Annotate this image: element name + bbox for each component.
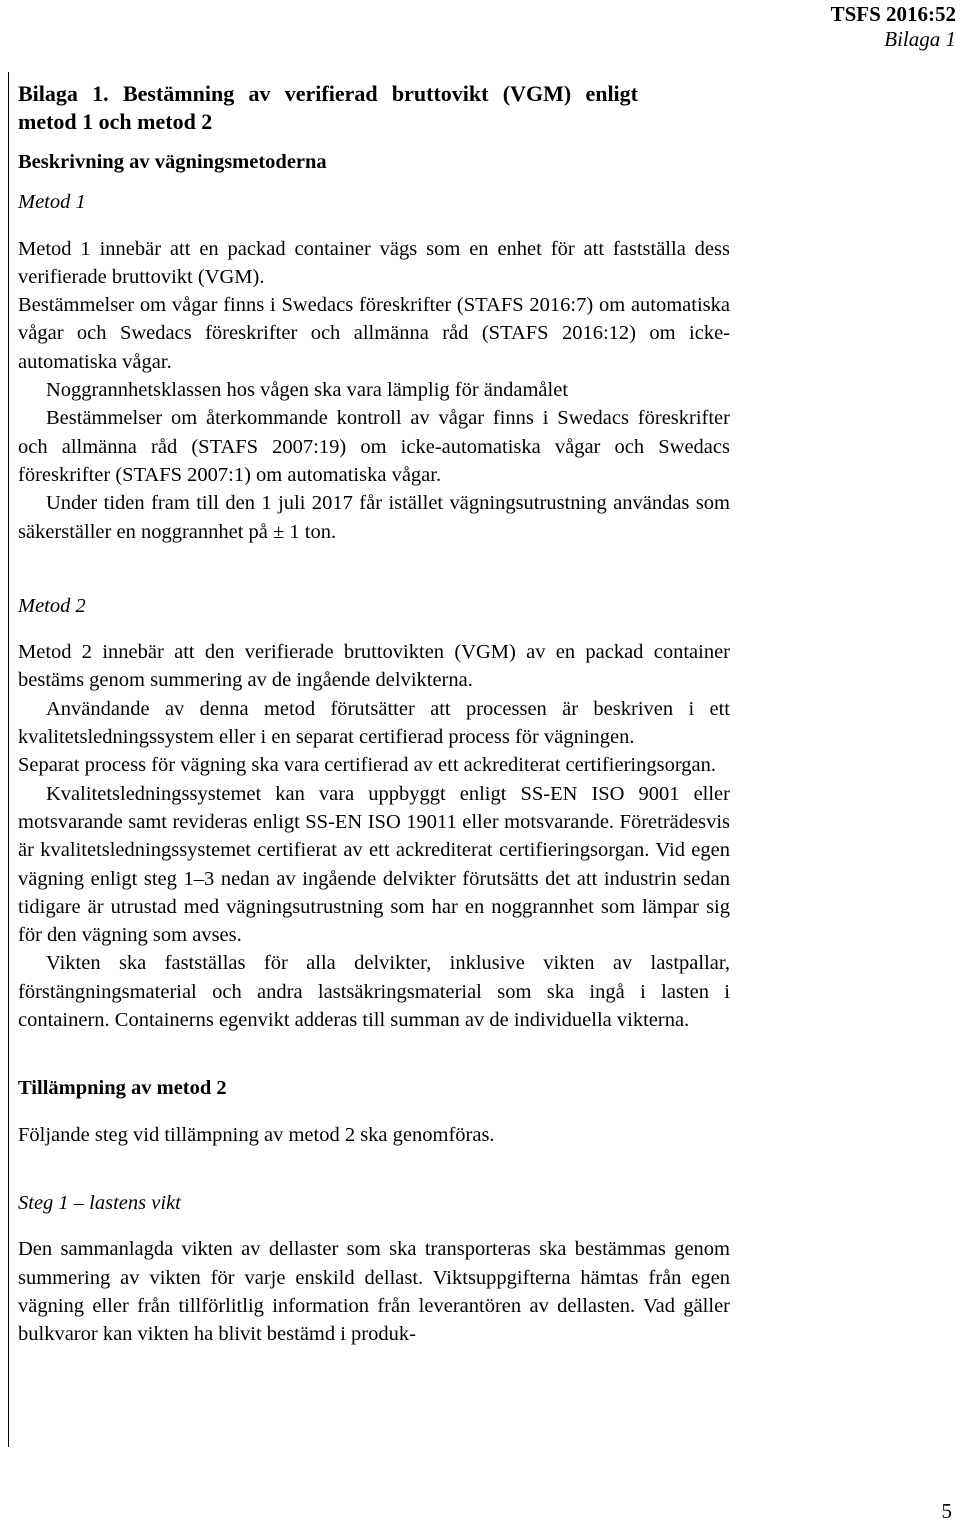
document-code: TSFS 2016:52 [830,2,956,26]
method1-paragraph: Noggrannhetsklassen hos vågen ska vara lämplig för ändamålet [46,379,569,402]
document-title: Bilaga 1. Bestämning av verifierad bruttovikt (VGM) enligt metod 1 och metod 2 [18,81,638,134]
application-intro: Följande steg vid tillämpning av metod 2 ska genomföras. [18,1123,495,1146]
method1-paragraph: Bestämmelser om vågar finns i Swedacs föreskrifter (STAFS 2016:7) om automatiska vågar och Swedacs föreskrifter och allmänna råd (STAFS 2016:12) om icke-automatiska vågar. [18,294,730,373]
page-number: 5 [941,1499,952,1523]
annex-label: Bilaga 1 [884,27,956,51]
method1-paragraph: Under tiden fram till den 1 juli 2017 får istället vägningsutrustning användas som säkerställer en noggrannhet på ± 1 ton. [18,492,730,543]
method2-paragraph: Användande av denna metod förutsätter att processen är beskriven i ett kvalitetsledningssystem eller i en separat certifierad process för vägningen. [18,697,730,749]
method2-heading: Metod 2 [18,594,86,617]
page-header [831,2,956,52]
step1-paragraph: Den sammanlagda vikten av dellaster som ska transporteras ska bestämmas genom summering av vikten för varje enskild dellast. Viktsuppgifterna hämtas från egen vägning eller från tillförlitlig information från leverantören av dellasten. Vad gäller bulkvaror kan vikten ha blivit bestämd i produk- [18,1238,730,1346]
method2-paragraph: Separat process för vägning ska vara certifierad av ett ackrediterat certifieringsorgan. [18,754,717,777]
method2-paragraph: Kvalitetsledningssystemet kan vara uppbyggt enligt SS-EN ISO 9001 eller motsvarande samt revideras enligt SS-EN ISO 19011 eller motsvarande. Företrädesvis är kvalitetsledningssystemet certifierat av ett ackrediterat certifieringsorgan. Vid egen vägning enligt steg 1–3 nedan av ingående delvikter förutsätts det att industrin sedan tidigare är utrustad med vägningsutrustning som har en noggrannhet som lämpar sig för den vägning som avses. [18,782,730,947]
method2-paragraph: Metod 2 innebär att den verifierade bruttovikten (VGM) av en packad container bestäms genom summering av de ingående delvikterna. [18,641,730,692]
margin-change-bar [8,72,9,1447]
document-body [18,80,730,1348]
section-subtitle: Beskrivning av vägningsmetoderna [18,151,327,173]
application-heading: Tillämpning av metod 2 [18,1077,227,1100]
method2-paragraph: Vikten ska fastställas för alla delvikter, inklusive vikten av lastpallar, förstängningsmaterial och andra lastsäkringsmaterial som ska ingå i lasten i containern. Containerns egenvikt adderas till summan av de individuella vikterna. [18,952,730,1032]
step1-heading: Steg 1 – lastens vikt [18,1191,181,1214]
method1-paragraph: Bestämmelser om återkommande kontroll av vågar finns i Swedacs föreskrifter och allmänna råd (STAFS 2007:19) om icke-automatiska vågar och Swedacs föreskrifter (STAFS 2007:1) om automatiska vågar. [18,407,730,486]
method1-heading: Metod 1 [18,191,86,214]
method1-paragraph: Metod 1 innebär att en packad container vägs som en enhet för att fastställa dess verifierade bruttovikt (VGM). [18,237,730,288]
